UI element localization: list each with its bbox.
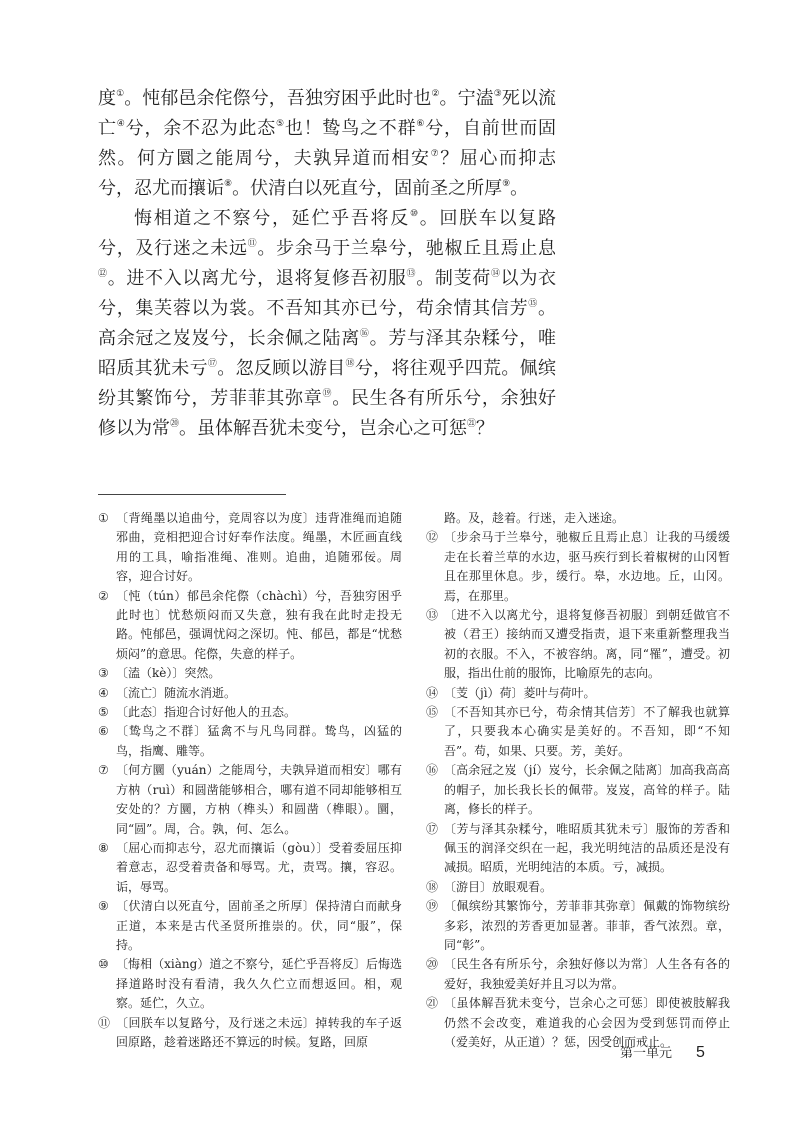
footnote-7 [98,761,402,839]
footnote-text: 〔忳（tún）郁邑余侘傺（chàchì）兮，吾独穷困乎此时也〕忧愁烦闷而又失意，独有我在此时走投无路。忳郁邑，强调忧闷之深切。忳、郁邑，都是“忧愁烦闷”的意思。侘傺，失意的样子。 [116,588,402,661]
footnote-marker: ⑧ [224,179,233,189]
footnote-marker: ⑤ [275,119,285,129]
footnote-number: ⑮ [426,705,439,720]
footnote-text: 〔进不入以离尤兮，退将复修吾初服〕到朝廷做官不被（君王）接纳而又遭受指责，退下来重新整理我当初的衣服。不入，不被容纳。离，同“罹”，遭受。初服，指出仕前的服饰，比喻原先的志向。 [444,608,730,681]
footnote-marker: ⑦ [430,149,441,159]
footnote-12 [426,528,730,606]
footnote-text: 〔悔相（xiàng）道之不察兮，延伫乎吾将反〕后悔选择道路时没有看清，我久久伫立而想返回。相，观察。延伫，久立。 [116,957,402,1011]
text-run: 度 [98,88,117,109]
footnote-18 [426,878,730,897]
page-footer [0,1044,800,1064]
footnote-marker: ⑪ [247,239,258,249]
text-run: 悔相道之不察兮，延伫乎吾将反 [134,208,410,229]
footnote-marker: ③ [493,89,502,99]
text-run: 。 [510,178,529,199]
unit-label: 第一单元 [620,1046,673,1061]
footnote-16 [426,761,730,819]
footnote-number: ② [98,588,109,603]
footnote-marker: ⑲ [322,389,333,399]
footnote-6 [98,722,402,761]
text-run: 兮，余不忍为此态 [125,118,276,139]
footnote-text: 〔何方圜（yuán）之能周兮，夫孰异道而相安〕哪有方枘（ruì）和圆凿能够相合，哪有道不同却能够相互安处的？方圜，方枘（榫头）和圆凿（榫眼）。圜，同“圆”。周，合。孰，何、怎么。 [116,763,402,836]
footnote-5 [98,703,402,722]
footnote-1 [98,509,402,587]
footnote-17 [426,820,730,878]
text-run: 。忽反顾以游目 [217,358,346,379]
footnote-marker: ⑯ [359,329,370,339]
page-number: 5 [696,1044,705,1061]
footnote-marker: ⑮ [528,299,538,309]
footnote-text: 〔屈心而抑志兮，忍尤而攘诟（gòu）〕受着委屈压抑着意志，忍受着责备和辱骂。尤，责骂。攘，容忍。诟，辱骂。 [116,840,402,894]
text-run: 兮，自前世而固然。何方圜之能周兮，夫孰异道而相安 [98,118,556,169]
footnote-number: ⑯ [426,763,439,778]
footnote-marker: ⑩ [409,209,420,219]
text-run: 。民生各有所乐兮，余独好修以为常 [98,388,557,439]
text-run: 以为衣兮，集芙蓉以为裳。不吾知其亦已兮，苟余情其信芳 [98,268,556,319]
footnote-text: 路。及，趁着。行迷，走入迷途。 [444,511,625,525]
footnote-number: ⑭ [426,685,439,700]
footnote-marker: ⑫ [98,269,108,279]
footnote-marker: ⑭ [490,269,501,279]
footnote-number: ① [98,511,109,525]
text-run: 兮，将往观乎四荒。佩缤纷其繁饰兮，芳菲菲其弥章 [98,358,556,409]
text-run: 。制芰荷 [416,268,491,289]
footnote-text: 〔步余马于兰皋兮，驰椒丘且焉止息〕让我的马缓缓走在长着兰草的水边，驱马疾行到长着椒树的山冈暂且在那里休息。步，缓行。皋，水边地。丘，山冈。焉，在那里。 [444,530,730,603]
footnote-number: ⑪ [98,1015,111,1030]
footnote-text: 〔背绳墨以追曲兮，竞周容以为度〕违背准绳而追随邪曲，竞相把迎合讨好奉作法度。绳墨，木匠画直线用的工具，喻指准绳、准则。追曲，追随邪佞。周容，迎合讨好。 [116,511,402,584]
text-run: 。步余马于兰皋兮，驰椒丘且焉止息 [257,238,557,259]
footnote-number: ⑲ [426,899,439,914]
footnote-text: 〔虽体解吾犹未变兮，岂余心之可惩〕即使被肢解我仍然不会改变，难道我的心会因为受到惩罚而停止（爱美好，从正道）？惩，因受创而戒止。 [444,996,730,1049]
text-run: 。回朕车以复路兮，及行迷之未远 [98,208,556,259]
text-run: 。高余冠之岌岌兮，长余佩之陆离 [98,298,556,349]
footnote-marker: ② [431,89,440,99]
main-text [98,84,556,444]
text-run: 死以流亡 [98,88,557,139]
footnote-number: ⑥ [98,724,109,739]
text-run: 。芳与泽其杂糅兮，唯昭质其犹未亏 [98,328,556,379]
text-run: 。虽体解吾犹未变兮，岂余心之可惩 [179,418,468,439]
paragraph-1 [98,84,556,204]
footnote-number: ⑳ [426,957,439,972]
footnote-2 [98,587,402,665]
footnote-number: ⑦ [98,763,109,778]
footnote-text: 〔民生各有所乐兮，余独好修以为常〕人生各有各的爱好，我独爱美好并且习以为常。 [444,957,730,991]
text-run: 。忳郁邑余侘傺兮，吾独穷困乎此时也 [124,88,432,109]
footnote-text: 〔不吾知其亦已兮，苟余情其信芳〕不了解我也就算了，只要我本心确实是美好的。不吾知，即“不知吾”。苟，如果、只要。芳，美好。 [444,705,730,758]
footnote-14 [426,684,730,703]
footnote-text: 〔高余冠之岌（jí）岌兮，长余佩之陆离〕加高我高高的帽子，加长我长长的佩带。岌岌，高耸的样子。陆离，修长的样子。 [444,763,730,817]
text-run: 。进不入以离尤兮，退将复修吾初服 [107,268,407,289]
footnote-marker: ㉑ [467,419,477,429]
footnote-number: ⑬ [426,608,439,623]
footnote-text: 〔溘（kè）〕突然。 [116,666,221,681]
text-run: ？屈心而抑志兮，忍尤而攘诟 [98,148,557,199]
text-run: 。宁溘 [439,88,494,109]
footnote-text: 〔流亡〕随流水消逝。 [116,685,237,700]
footnote-text: 〔此态〕指迎合讨好他人的丑态。 [116,705,297,720]
footnote-number: ⑩ [98,957,109,972]
footnote-3 [98,664,402,683]
footnote-15 [426,703,730,761]
footnote-number: ⑧ [98,840,109,855]
footnote-marker: ⑰ [207,359,218,369]
footnote-marker: ⑥ [416,119,426,129]
footnote-8 [98,839,402,897]
footnote-20 [426,955,730,994]
footnote-marker: ⑨ [502,179,511,189]
footnote-divider [98,494,286,495]
text-run: ？ [476,418,495,439]
footnote-number: ⑫ [426,530,439,545]
text-run: 也！鸷鸟之不群 [284,118,417,139]
footnote-number: ㉑ [426,996,439,1011]
text-run: 。伏清白以死直兮，固前圣之所厚 [232,178,503,199]
footnote-marker: ⑳ [170,419,180,429]
footnote-number: ⑨ [98,899,109,914]
footnote-marker: ④ [116,119,126,129]
paragraph-2 [98,204,556,444]
footnote-number: ⑤ [98,705,109,720]
footnotes-left-column [98,509,402,1052]
footnote-number: ⑰ [426,821,439,836]
footnote-4 [98,684,402,703]
footnote-marker: ⑱ [345,359,355,369]
footnote-number: ③ [98,666,109,681]
footnote-13 [426,606,730,684]
footnote-text: 〔回朕车以复路兮，及行迷之未远〕掉转我的车子返回原路，趁着迷路还不算远的时候。复路，回原 [116,1015,402,1049]
footnote-10 [98,955,402,1013]
footnote-text: 〔芳与泽其杂糅兮，唯昭质其犹未亏〕服饰的芳香和佩玉的润泽交织在一起，我光明纯洁的品质还是没有减损。昭质，光明纯洁的本质。亏，减损。 [444,821,730,875]
footnote-text: 〔芰（jì）荷〕菱叶与荷叶。 [444,685,596,700]
footnote-11-continued [426,509,730,528]
footnotes-right-column [426,509,730,1052]
footnote-text: 〔鸷鸟之不群〕猛禽不与凡鸟同群。鸷鸟，凶猛的鸟，指鹰、雕等。 [116,724,402,758]
footnote-number: ④ [98,685,109,700]
footnote-text: 〔游目〕放眼观看。 [444,879,553,894]
footnote-19 [426,897,730,955]
footnote-text: 〔伏清白以死直兮，固前圣之所厚〕保持清白而献身正道，本来是古代圣贤所推崇的。伏，同“服”，保持。 [116,899,402,952]
footnote-text: 〔佩缤纷其繁饰兮，芳菲菲其弥章〕佩戴的饰物缤纷多彩，浓烈的芳香更加显著。菲菲，香气浓烈。章，同“彰”。 [444,899,730,952]
footnote-9 [98,897,402,955]
footnote-marker: ① [116,89,125,99]
footnote-marker: ⑬ [406,269,417,279]
footnote-number: ⑱ [426,879,439,894]
